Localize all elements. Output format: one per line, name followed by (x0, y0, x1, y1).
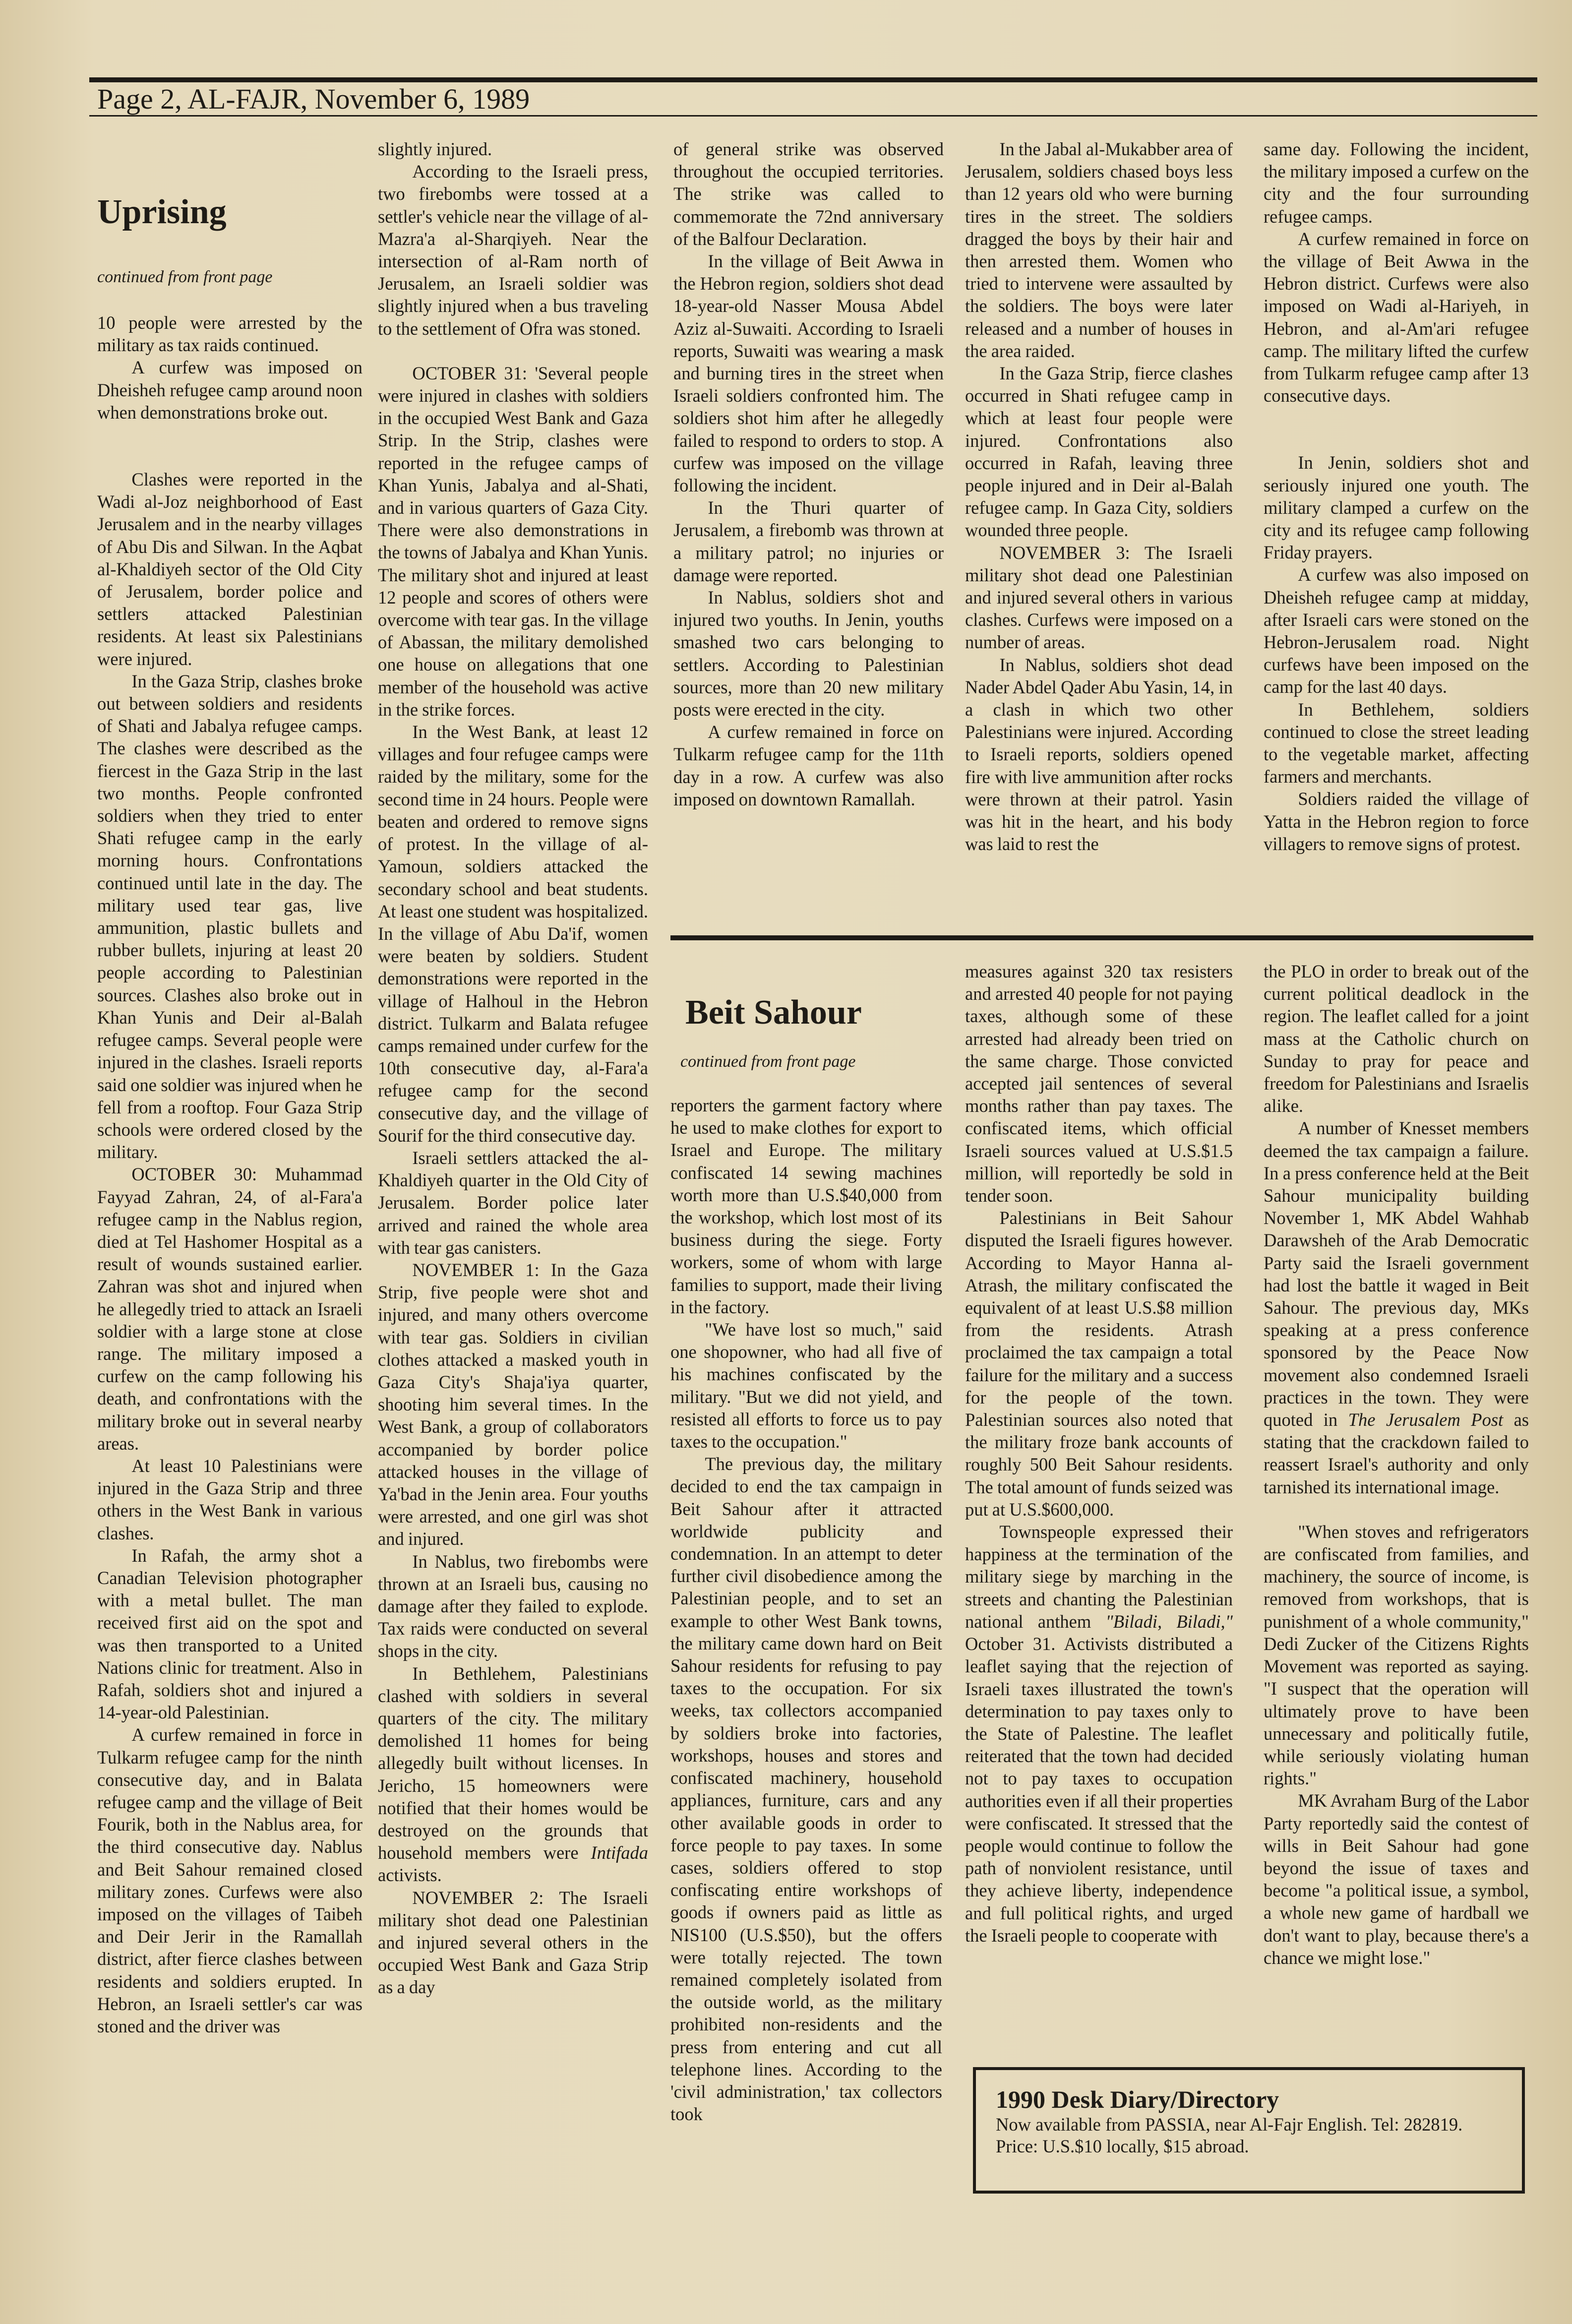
paragraph: the PLO in order to break out of the current political deadlock in the region. The leaflet called for a joint mass at the Catholic church on Sunday to pray for peace and freedom for Palestinians and Israelis alike. (1264, 961, 1529, 1116)
beit-sahour-column-4 (965, 960, 1233, 1947)
paragraph: A curfew remained in force in Tulkarm refugee camp for the ninth consecutive day, and in Balata refugee camp and the village of Beit Fourik, both in the Nablus area, for the third consecutive day. Nablus and Beit Sahour remained closed military zones. Curfews were also imposed on the villages of Taibeh and Deir Jerir in the Ramallah district, after fierce clashes between residents and soldiers erupted. In Hebron, an Israeli settler's car was stoned and the driver was (97, 1724, 363, 2037)
paragraph: In Nablus, soldiers shot and injured two youths. In Jenin, youths smashed two cars belonging to settlers. According to Palestinian sources, more than 20 new military posts were erected in the city. (673, 587, 944, 720)
paragraph-text: as stating that the crackdown failed to reassert Israel's authority and only tarnished its international image. (1264, 1409, 1529, 1497)
paragraph: In Nablus, two firebombs were thrown at an Israeli bus, causing no damage after they failed to explode. Tax raids were conducted on several shops in the city. (378, 1551, 648, 1661)
paragraph (965, 1521, 1233, 1947)
paragraph: MK Avraham Burg of the Labor Party reportedly said the contest of wills in Beit Sahour had gone beyond the issue of taxes and become "a political issue, a symbol, a whole new game of hardball we don't want to play, because there's a chance we might lose." (1264, 1790, 1529, 1968)
paragraph: slightly injured. (378, 139, 492, 159)
paragraph: In the Jabal al-Mukabber area of Jerusalem, soldiers chased boys less than 12 years old who were burning tires in the street. The soldiers dragged the boys by their hair and then arrested them. Women who tried to intervene were assaulted by the soldiers. The boys were later released and a number of houses in the area raided. (965, 139, 1233, 361)
paragraph: same day. Following the incident, the military imposed a curfew on the city and the four surrounding refugee camps. (1264, 139, 1529, 227)
page-header: Page 2, AL-FAJR, November 6, 1989 (97, 83, 530, 115)
paragraph: A curfew was also imposed on Dheisheh refugee camp at midday, after Israeli cars were stoned on the Hebron-Jerusalem road. Night curfews have been imposed on the camp for the last 40 days. (1264, 564, 1529, 697)
paragraph: 10 people were arrested by the military as tax raids continued. (97, 312, 363, 356)
paragraph: In Jenin, soldiers shot and seriously injured one youth. The military clamped a curfew on the city and its refugee camp following Friday prayers. (1264, 452, 1529, 563)
paragraph: In Nablus, soldiers shot dead Nader Abdel Qader Abu Yasin, 14, in a clash in which two other Palestinians were injured. According to Israeli reports, soldiers opened fire with live ammunition after rocks were thrown at their patrol. Yasin was hit in the heart, and his body was laid to rest the (965, 654, 1233, 855)
paragraph (1264, 1117, 1529, 1498)
intifada-italic: Intifada (591, 1842, 648, 1863)
paragraph: The previous day, the military decided to end the tax campaign in Beit Sahour after it attracted worldwide publicity and condemnation. In an attempt to deter further civil disobedience among the Palestinian people, and to set an example to other West Bank towns, the military came down hard on Beit Sahour residents for refusing to pay taxes to the occupation. For six weeks, tax collectors accompanied by soldiers broke into factories, workshops, houses and stores and confiscated machinery, household appliances, furniture, cars and any other available goods in order to force people to pay taxes. In some cases, soldiers offered to stop confiscating entire workshops of goods if owners paid as little as NIS100 (U.S.$50), but the offers were totally rejected. The town remained completely isolated from the outside world, as the military prohibited non-residents and the press from entering and cut all telephone lines. According to the 'civil administration,' tax collectors took (670, 1454, 942, 2125)
section-divider (670, 935, 1533, 940)
ad-title: 1990 Desk Diary/Directory (996, 2085, 1279, 2113)
paragraph: Israeli settlers attacked the al-Khaldiyeh quarter in the Old City of Jerusalem. Border police later arrived and rained the whole area with tear gas canisters. (378, 1147, 648, 1258)
paragraph: In the Gaza Strip, clashes broke out between soldiers and residents of Shati and Jabalya refugee camps. The clashes were described as the fiercest in the Gaza Strip in the last two months. People confronted soldiers when they tried to enter Shati refugee camp in the early morning hours. Confrontations continued until late in the day. The military used tear gas, live ammunition, plastic bullets and rubber bullets, injuring at least 20 people according to Palestinian sources. Clashes also broke out in Khan Yunis and Deir al-Balah refugee camps. Several people were injured in the clashes. Israeli reports said one soldier was injured when he fell from a rooftop. Four Gaza Strip schools were ordered closed by the military. (97, 671, 363, 1162)
uprising-kicker: continued from front page (97, 268, 273, 286)
paragraph-text: A number of Knesset members deemed the tax campaign a failure. In a press conference held at the Beit Sahour municipality building November 1, MK Abdel Wahhab Darawsheh of the Arab Democratic Party said the Israeli government had lost the battle it waged in Beit Sahour. The previous day, MKs speaking at a press conference sponsored by the Peace Now movement also condemned Israeli practices in the town. They were quoted in (1264, 1118, 1529, 1430)
paragraph-text: Townspeople expressed their happiness at the termination of the military siege by marching in the streets and chanting the Palestinian national anthem (965, 1522, 1233, 1632)
paragraph: In the West Bank, at least 12 villages and four refugee camps were raided by the military, some for the second time in 24 hours. People were beaten and ordered to remove signs of protest. In the village of al-Yamoun, soldiers attacked the secondary school and beat students. At least one student was hospitalized. In the village of Abu Da'if, women were beaten by soldiers. Student demonstrations were reported in the village of Halhoul in the Hebron district. Tulkarm and Balata refugee camps remained under curfew for the 10th consecutive day, al-Fara'a refugee camp for the second consecutive day, and the village of Sourif for the third consecutive day. (378, 722, 648, 1146)
uprising-column-2 (378, 138, 648, 1999)
paragraph: In the Thuri quarter of Jerusalem, a firebomb was thrown at a military patrol; no injuries or damage were reported. (673, 497, 944, 585)
paragraph-text: activists. (378, 1865, 442, 1886)
paragraph: In the Gaza Strip, fierce clashes occurred in Shati refugee camp in which at least four people were injured. Confrontations also occurred in Rafah, leaving three people injured and in Deir al-Balah refugee camp. In Gaza City, soldiers wounded three people. (965, 363, 1233, 541)
paragraph: A curfew remained in force on Tulkarm refugee camp for the 11th day in a row. A curfew was also imposed on downtown Ramallah. (673, 722, 944, 809)
paragraph: In Rafah, the army shot a Canadian Television photographer with a metal bullet. The man received first aid on the spot and was then transported to a United Nations clinic for treatment. Also in Rafah, soldiers shot and injured a 14-year-old Palestinian. (97, 1545, 363, 1723)
paragraph: measures against 320 tax resisters and arrested 40 people for not paying taxes, although some of these arrested had already been tried on the same charge. Those convicted accepted jail sentences of several months rather than pay taxes. The confiscated items, which official Israeli sources valued at U.S.$1.5 million, will reportedly be sold in tender soon. (965, 961, 1233, 1206)
paragraph: According to the Israeli press, two firebombs were tossed at a settler's vehicle near the village of al-Mazra'a al-Sharqiyeh. Near the intersection of al-Ram north of Jerusalem, an Israeli soldier was slightly injured when a bus traveling to the settlement of Ofra was stoned. (378, 161, 648, 339)
paragraph (378, 1662, 648, 1887)
paragraph: At least 10 Palestinians were injured in the Gaza Strip and three others in the West Bank in various clashes. (97, 1455, 363, 1543)
paragraph: "We have lost so much," said one shopowner, who had all five of his machines confiscated by the military. "But we did not yield, and resisted all efforts to force us to pay taxes to the occupation." (670, 1319, 942, 1452)
paragraph: A curfew remained in force on the village of Beit Awwa in the Hebron district. Curfews were also imposed on Wadi al-Hariyeh, in Hebron, and al-Am'ari refugee camp. The military lifted the curfew from Tulkarm refugee camp after 13 consecutive days. (1264, 228, 1529, 406)
paragraph: In the village of Beit Awwa in the Hebron region, soldiers shot dead 18-year-old Nasser Mousa Abdel Aziz al-Suwaiti. According to Israeli reports, Suwaiti was wearing a mask and burning tires in the street when Israeli soldiers confronted him. The soldiers shot him after he allegedly failed to respond to orders to stop. A curfew was imposed on the village following the incident. (673, 251, 944, 496)
newspaper-name: The Jerusalem Post (1348, 1409, 1504, 1430)
uprising-headline: Uprising (97, 193, 227, 231)
paragraph: Clashes were reported in the Wadi al-Joz neighborhood of East Jerusalem and in the nearby villages of Abu Dis and Silwan. In the Aqbat al-Khaldiyeh sector of the Old City of Jerusalem, border police and settlers attacked Palestinian residents. At least six Palestinians were injured. (97, 469, 363, 669)
desk-diary-ad (973, 2067, 1525, 2194)
paragraph: Soldiers raided the village of Yatta in the Hebron region to force villagers to remove signs of protest. (1264, 789, 1529, 854)
uprising-column-5 (1264, 138, 1529, 855)
ad-text: Now available from PASSIA, near Al-Fajr English. Tel: 282819. Price: U.S.$10 locally, $15 abroad. (996, 2114, 1463, 2156)
paragraph: NOVEMBER 2: The Israeli military shot dead one Palestinian and injured several others in the occupied West Bank and Gaza Strip as a day (378, 1887, 648, 1998)
beit-sahour-column-5 (1264, 960, 1529, 1969)
paragraph: of general strike was observed throughout the occupied territories. The strike was called to commemorate the 72nd anniversary of the Balfour Declaration. (673, 139, 944, 249)
uprising-column-3 (673, 138, 944, 810)
paragraph: OCTOBER 30: Muhammad Fayyad Zahran, 24, of al-Fara'a refugee camp in the Nablus region, died at Tel Hashomer Hospital as a result of wounds sustained earlier. Zahran was shot and injured when he allegedly tried to attack an Israeli soldier with a large stone at close range. The military imposed a curfew on the camp following his death, and confrontations with the military broke out in several nearby areas. (97, 1164, 363, 1454)
uprising-column-1 (97, 311, 363, 2037)
header-rule (89, 115, 1537, 117)
beit-sahour-kicker: continued from front page (680, 1052, 856, 1071)
paragraph: "When stoves and refrigerators are confiscated from families, and machinery, the source of income, is removed from workshops, that is punishment of a whole community," Dedi Zucker of the Citizens Rights Movement was reported as saying. "I suspect that the operation will ultimately prove to have been unnecessary and politically futile, while seriously violating human rights." (1264, 1521, 1529, 1789)
uprising-column-4 (965, 138, 1233, 856)
beit-sahour-headline: Beit Sahour (685, 993, 862, 1032)
paragraph-text: In Bethlehem, Palestinians clashed with soldiers in several quarters of the city. The military demolished 11 homes for being allegedly built without licenses. In Jericho, 15 homeowners were notified that their homes would be destroyed on the grounds that household members were (378, 1663, 648, 1863)
paragraph: NOVEMBER 3: The Israeli military shot dead one Palestinian and injured several others in various clashes. Curfews were imposed on a number of areas. (965, 542, 1233, 653)
paragraph: A curfew was imposed on Dheisheh refugee camp around noon when demonstrations broke out. (97, 357, 363, 423)
anthem-title: "Biladi, Biladi," (1105, 1611, 1233, 1632)
paragraph: NOVEMBER 1: In the Gaza Strip, five people were shot and injured, and many others overcome with tear gas. Soldiers in civilian clothes attacked a masked youth in Gaza City's Shaja'iya quarter, shooting him several times. In the West Bank, a group of collaborators accompanied by border police attacked houses in the village of Ya'bad in the Jenin area. Four youths were arrested, and one girl was shot and injured. (378, 1259, 648, 1549)
paragraph: OCTOBER 31: 'Several people were injured in clashes with soldiers in the occupied West Bank and Gaza Strip. In the Strip, clashes were reported in the refugee camps of Khan Yunis, Jabalya and al-Shati, and in various quarters of Gaza City. There were also demonstrations in the towns of Jabalya and Khan Yunis. The military shot and injured at least 12 people and scores of others were overcome with tear gas. In the village of Abassan, the military demolished one house on allegations that one member of the household was active in the strike forces. (378, 363, 648, 720)
paragraph: reporters the garment factory where he used to make clothes for export to Israel and Europe. The military confiscated 14 sewing machines worth more than U.S.$40,000 from the workshop, which lost most of its business during the siege. Forty workers, some of whom with large families to support, made their living in the factory. (670, 1095, 942, 1317)
paragraph: In Bethlehem, soldiers continued to close the street leading to the vegetable market, affecting farmers and merchants. (1264, 699, 1529, 787)
paragraph: Palestinians in Beit Sahour disputed the Israeli figures however. According to Mayor Hanna al-Atrash, the military confiscated the equivalent of at least U.S.$8 million from the residents. Atrash proclaimed the tax campaign a total failure for the military and a success for the people of the town. Palestinian sources also noted that the military froze bank accounts of roughly 500 Beit Sahour residents. The total amount of funds seized was put at U.S.$600,000. (965, 1208, 1233, 1520)
beit-sahour-column-3 (670, 1094, 942, 2125)
top-rule (89, 77, 1537, 82)
paragraph-text: October 31. Activists distributed a leaflet saying that the rejection of Israeli taxes illustrated the town's determination to pay taxes only to the State of Palestine. The leaflet reiterated that the town had decided not to pay taxes to occupation authorities even if all their properties were confiscated. It stressed that the people would continue to follow the path of nonviolent resistance, until they achieve liberty, independence and full political rights, and urged the Israeli people to cooperate with (965, 1634, 1233, 1946)
